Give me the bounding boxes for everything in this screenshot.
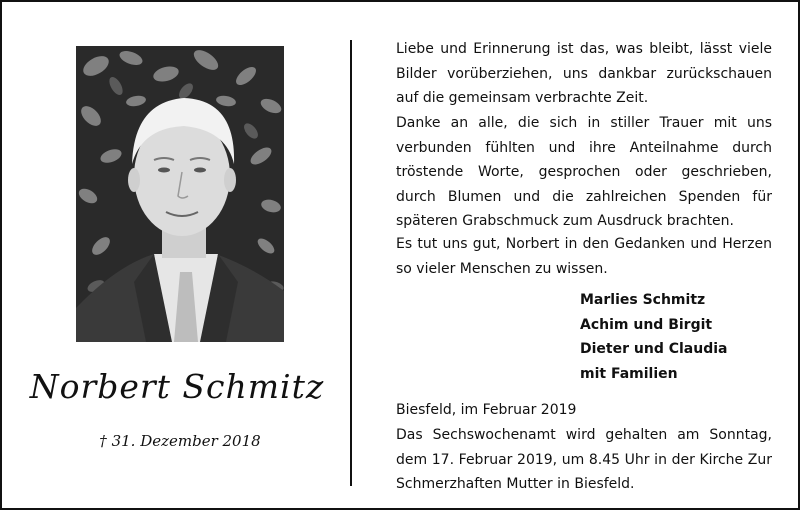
portrait-photo <box>76 46 284 342</box>
service-notice: Das Sechswochenamt wird gehalten am Sonntag, dem 17. Februar 2019, um 8.45 Uhr in der Kirche Zur Schmerzhaften Mutter in Biesfeld. <box>396 427 772 492</box>
death-date: † 31. Dezember 2018 <box>99 432 261 450</box>
deceased-name: Norbert Schmitz <box>29 367 325 406</box>
paragraph-closing: Es tut uns gut, Norbert in den Gedanken und Herzen so vieler Menschen zu wissen. <box>396 236 772 277</box>
place-and-date: Biesfeld, im Februar 2019 <box>396 402 577 418</box>
vertical-divider <box>350 40 352 486</box>
signer: Marlies Schmitz <box>580 292 706 308</box>
signer: mit Familien <box>580 365 678 382</box>
signer: Dieter und Claudia <box>580 341 728 357</box>
paragraph-remembrance: Liebe und Erinnerung ist das, was bleibt, lässt viele Bilder vorüberziehen, uns dankbar zurückschauen auf die gemeinsam verbrachte Zeit. <box>396 41 772 106</box>
paragraph-thanks: Danke an alle, die sich in stiller Trauer mit uns verbunden fühlten und ihre Anteilnahme durch tröstende Worte, gesprochen oder geschrieben, durch Blumen und die zahlreichen Spenden für späteren Grabschmuck zum Ausdruck brachten. <box>396 115 772 229</box>
signers-list <box>580 288 727 386</box>
signer: Achim und Birgit <box>580 316 713 333</box>
